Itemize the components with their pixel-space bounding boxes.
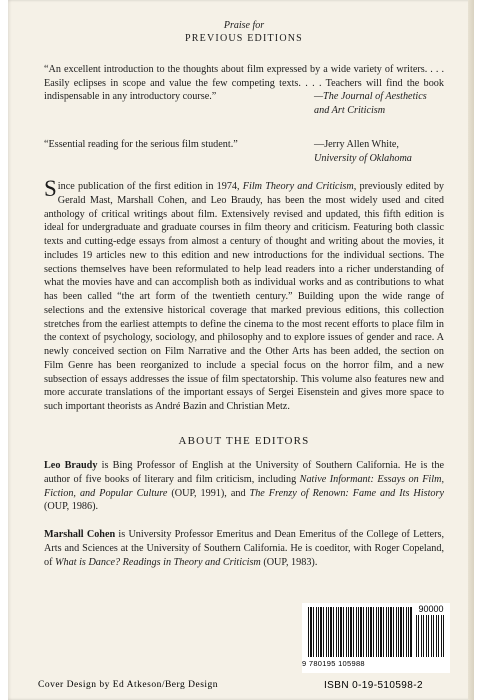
bio-text: (OUP, 1983). bbox=[260, 556, 318, 568]
bio-text: (OUP, 1991), and bbox=[167, 487, 250, 499]
about-editors-heading: ABOUT THE EDITORS bbox=[178, 435, 310, 447]
bio-text: is Bing Professor of English at the University of Southern California. He is the author of five books of literary and film criticism, including bbox=[44, 460, 444, 485]
barcode-ean-number: 9 780195 105988 bbox=[302, 659, 365, 668]
cover-design-credit: Cover Design by Ed Atkeson/Berg Design bbox=[38, 680, 219, 690]
praise-for-label: Praise for bbox=[223, 20, 265, 31]
cover-edge bbox=[468, 0, 474, 700]
book-title: What is Dance? Readings in Theory and Criticism bbox=[55, 556, 261, 568]
editor-bio-cohen bbox=[44, 528, 444, 569]
attribution-name: —Jerry Allen White, bbox=[314, 139, 399, 150]
book-title: The Frenzy of Renown: Fame and Its History bbox=[249, 487, 444, 499]
drop-cap: S bbox=[44, 176, 57, 201]
barcode bbox=[302, 603, 450, 673]
barcode-addon-bars bbox=[416, 615, 446, 657]
bio-text: (OUP, 1986). bbox=[44, 501, 99, 513]
editor-name: Marshall Cohen bbox=[44, 529, 116, 540]
book-description bbox=[44, 176, 445, 414]
isbn-label: ISBN 0-19-510598-2 bbox=[324, 680, 423, 691]
bio-text: is University Professor Emeritus and Dean Emeritus of the College of Letters, Arts and Sciences at the University of Southern California. He is coeditor, with Roger Copeland, of bbox=[44, 529, 444, 568]
barcode-addon-number: 90000 bbox=[418, 604, 444, 614]
previous-editions-heading: PREVIOUS EDITIONS bbox=[185, 33, 303, 44]
praise-quote-2: “Essential reading for the serious film student.” bbox=[44, 139, 238, 150]
praise-quote-1: “An excellent introduction to the thoughts about film expressed by a wide variety of writers. . . . Easily eclipses in scope and value the few competing texts. . . . Teachers will find the book indispensable in any introductory course.” bbox=[44, 64, 444, 103]
book-title: Film Theory and Criticism bbox=[242, 181, 354, 192]
praise-quote-1-attribution: —The Journal of Aesthetics and Art Criticism bbox=[314, 91, 427, 116]
description-lead: ince publication of the first edition in 1974, bbox=[57, 181, 243, 192]
editor-bio-braudy bbox=[44, 459, 444, 514]
praise-quote-2-attribution bbox=[314, 138, 444, 165]
barcode-main-bars bbox=[308, 607, 412, 657]
editor-name: Leo Braudy bbox=[44, 460, 98, 471]
book-title: Native Informant: Essays on Film, Fiction, and Popular Culture bbox=[44, 473, 444, 499]
attribution-institution: University of Oklahoma bbox=[314, 152, 412, 164]
description-body: , previously edited by Gerald Mast, Marshall Cohen, and Leo Braudy, has been the most widely used and cited anthology of critical writings about film. Extensively revised and updated, this fifth edition is ideal for undergraduate and graduate courses in film theory and criticism. Featuring both classic texts and cutting-edge essays from almost a century of thought and writing about the movies, it includes 19 articles new to this edition and new introductions for the individual sections. The sections themselves have been reformulated to help lead readers into a richer understanding of what the movies have and can accomplish both as individual works and as contributions to what has been called “the art form of the twentieth century.” Building upon the wide range of selections and the extensive historical coverage that marked previous editions, this collection stretches from the earliest attempts to define the cinema to the most recent efforts to place film in the context of psychology, sociology, and philosophy and to explore issues of gender and race. A newly conceived section on Film Narrative and the Other Arts has been added, the section on Film Genre has been reorganized to include a special focus on the horror film, and a new subsection of essays addresses the issue of film spectatorship. This volume also features new and more accurate translations of the important essays of Sergei Eisenstein and gives more space to such important theorists as André Bazin and Christian Metz. bbox=[44, 181, 445, 412]
